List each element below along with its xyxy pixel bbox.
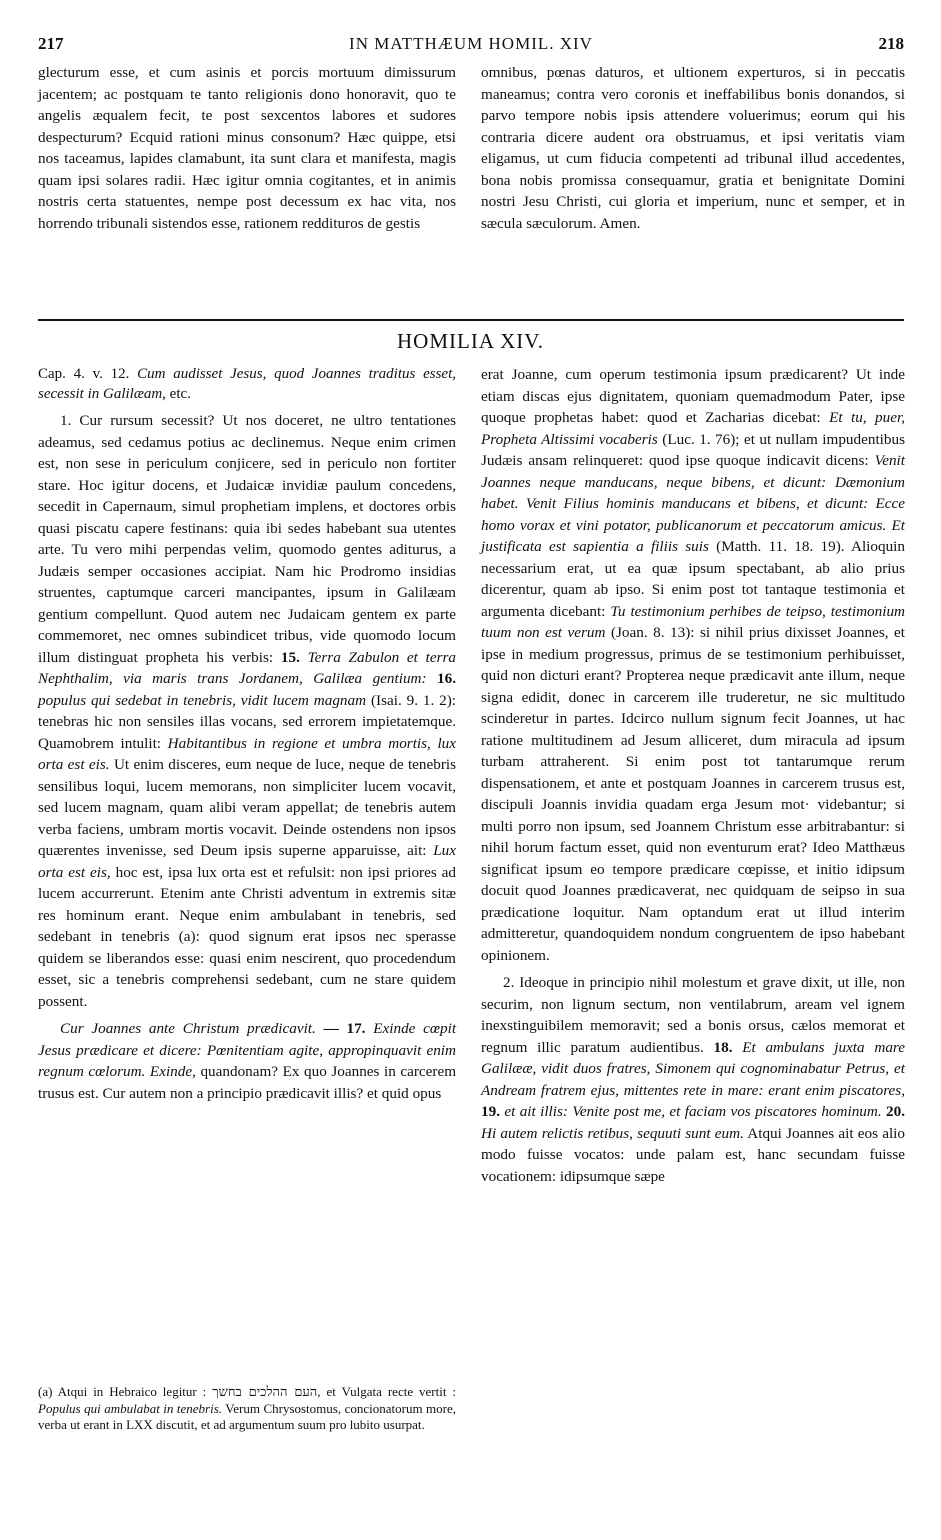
right-text-c: . Alioquin necessarium erat, ut ea quæ ipsum spectabant, ab alio prius dicerentur, quam ab ipso. Si enim post tot tantaque testimonia et argumenta dicebant:	[481, 538, 905, 620]
verse-20: 20.	[886, 1103, 906, 1120]
quote-matthew-20: Hi autem relictis retibus, sequuti sunt eum.	[481, 1124, 744, 1142]
running-header	[38, 34, 904, 56]
para2-number: 2.	[503, 974, 515, 991]
footnote-quote: Populus qui ambulabat in tenebris.	[38, 1401, 223, 1416]
running-title: IN MATTHÆUM HOMIL. XIV	[349, 34, 593, 53]
verse-15: 15.	[280, 648, 300, 666]
para1-text-b: : tenebras hic non sensiles illas vocans, sed errorem impietatemque. Quamobrem intulit:	[38, 691, 457, 752]
top-right-column	[481, 62, 905, 234]
footnote-ref: (a)	[178, 928, 196, 945]
cap-etc: , etc.	[162, 386, 191, 402]
quote-matthew-18: Et ambulans juxta mare Galilææ, vidit duos fratres, Simonem qui cognominabatur Petrus, et Andream fratrem ejus, mittentes rete in mare: erant enim piscatores,	[481, 1038, 905, 1099]
section-divider	[38, 319, 904, 321]
sub-text: , quandonam? Ex quo Joannes in carcerem trusus est. Cur autem non a principio prædicavit illis? et quid opus	[38, 1063, 457, 1102]
quote-matthew-19: et ait illis: Venite post me, et faciam vos piscatores hominum.	[504, 1103, 882, 1120]
quote-matthew-11: Venit Joannes neque manducans, neque bibens, et dicunt: Dæmonium habet. Venit Filius hominis manducans et bibens, et dicunt: Ecce homo vorax et vini potator, publicanorum et peccatorum amicus. Et justificata est sapientia a filiis suis	[481, 452, 905, 555]
verse-18: 18.	[713, 1038, 733, 1056]
para2-text-b: Atqui Joannes ait eos alio modo fuisse vocatos: unde palam est, hanc secundam fuisse vocationem: idipsumque sæpe	[481, 1124, 905, 1185]
quote-isaiah-1: Terra Zabulon et terra Nephthalim, via maris trans Jordanem, Galilæa gentium:	[38, 648, 457, 687]
paragraph-1	[38, 410, 456, 1012]
bottom-right-column	[481, 364, 905, 1187]
paragraph-sub	[38, 1018, 456, 1104]
verse-19: 19.	[481, 1103, 500, 1120]
bottom-left-column	[38, 364, 456, 1104]
footnote-text-c: Verum Chrysostomus, concionatorum more, verba ut erant in LXX discutit, et ad argumentum suum pro lubito usurpat.	[38, 1401, 457, 1432]
ref-isaiah: (Isai. 9. 1. 2)	[370, 691, 452, 709]
para1-text-e: : quod signum erat ipsos nec sperasse quidem se liberandos esse: quasi enim nescirent, quo procedendum esset, sic a tenebris comprehensi sedebant, cum ne stare quidem possent.	[38, 928, 456, 1010]
right-text-a: erat Joanne, cum operum testimonia ipsum prædicarent? Ut inde etiam discas ejus dignitatem, quoniam quemadmodum Pater, ipse quoque prophetas habet: quod et Zacharias dicebat:	[481, 366, 905, 426]
right-text-b: ; et ut nullam impudentibus Judæis ansam relinqueret: quod ipse quoque indicavit dicens:	[481, 430, 905, 469]
para1-text-a: Cur rursum secessit? Ut nos doceret, ne ultro tentationes adeamus, sed cedamus potius ac declinemus. Neque enim crimen est, non sese in periculum conjicere, sed in periculo non fortiter stare. Hoc igitur docens, et Judaicæ invidiæ paulum concedens, secedit in Capernaum, simul prophetiam implens, et doctores orbis quasi piscatu capere festinans: quia ibi sedes habebant sua utentes arte. Tu vero mihi perpendas velim, quomodo gentes aditurus, a Judæis semper occasiones accipiat. Nam hic Prodromo insidias struentes, captumque carceri mancipantes, ipsum in Galilæam gentium compellunt. Quod autem nec Judaicam gentem ex parte commemoret, nec omnes subindicet tribus, vide quomodo locum illum distinguat propheta his verbis:	[38, 412, 456, 666]
para1-text-d: , hoc est, ipsa lux orta est et refulsit: non ipsi priores ad lucem accurrerunt. Etenim ante Christi adventum in extremis sitæ res hominum erant. Neque enim ambulabant in tenebris, sed sedebant in tenebris	[38, 863, 456, 945]
verse-16: 16.	[437, 670, 456, 687]
cap-text: Cum audisset Jesus, quod Joannes traditus esset, secessit in Galilæam	[38, 366, 456, 402]
ref-matthew: (Matth. 11. 18. 19)	[716, 538, 841, 555]
quote-luke: Et tu, puer, Propheta Altissimi vocaberis	[481, 409, 905, 448]
right-text-d: : si nihil prius dixisset Joannes, et ipse in medium progressus, primus de se testimonium perhibuisset, quid non dicturi erant? Propterea neque prædicavit ante illum, neque signa edidit, donec in carcerem ille truderetur, ne sic multitudo scinderetur in partes. Idcirco nullum signum fecit Joannes, ut hac ratione multitudinem ad Jesum alliceret, dum miracula ad ipsum turbam attraherent. Si enim post tot tantarumque rerum dispensationem, et ante et postquam Joannes in carcerem trusus est, discipuli Joannis invidia quadam erga Jesum mot· videbantur; si multi porro non ipsum, sed Joannem Christum esse arbitrabantur: si nihil horum factum esset, quid non eventurum erat? Ideo Matthæus significat ipsum eo tempore prædicare cœpisse, et initio idipsum docuit quod Joannes prædicaverat, nec quidquam de seipso in sua prædicatione loquitur. Nam optandum erat ut illud interim admitteretur, quandoquidem nondum congruentem de ipso habebant opinionem.	[481, 624, 906, 964]
right-page-number: 218	[878, 34, 904, 53]
homily-title: HOMILIA XIV.	[397, 329, 544, 353]
left-page-number: 217	[38, 34, 64, 53]
top-left-text: glecturum esse, et cum asinis et porcis mortuum dimissurum jacentem; ac postquam te tanto religionis dono honoravit, quo te angelis æqualem fecit, te post sexcentos labores et sudores despecturum? Ecquid rationi minus consonum? Hæc quippe, etsi nos taceamus, lapides clamabunt, ita sunt clara et manifesta, magis quam ipsi solares radii. Hæc igitur omnia cogitantes, et in animis nostris certa statuentes, nempe post decessum ex hac vita, nos horrendo tribunali sistendos esse, rationem reddituros de gestis	[38, 64, 456, 232]
quote-exinde: Exinde	[149, 1063, 193, 1080]
quote-isaiah-3: Habitantibus in regione et umbra mortis, lux orta est eis.	[38, 734, 457, 773]
footnote-text-a: Atqui in Hebraico legitur :	[57, 1384, 207, 1399]
quote-john: Tu testimonium perhibes de teipso, testimonium tuum non est verum	[481, 602, 906, 641]
quote-lux: Lux orta est eis	[38, 842, 456, 881]
para1-number: 1.	[60, 412, 72, 429]
right-paragraph-1	[481, 364, 905, 966]
ref-john: (Joan. 8. 13)	[610, 624, 691, 641]
paragraph-2	[481, 972, 905, 1187]
footnote	[38, 1384, 456, 1433]
quote-isaiah-2: populus qui sedebat in tenebris, vidit lucem magnam	[38, 691, 367, 709]
sub-heading: Cur Joannes ante Christum prædicavit.	[60, 1020, 316, 1037]
footnote-hebrew: העם ההלכים בחשך	[212, 1385, 318, 1400]
chapter-reference	[38, 364, 456, 404]
verse-17: — 17.	[323, 1020, 366, 1037]
cap-label: Cap. 4. v. 12.	[38, 366, 130, 382]
footnote-text-b: , et Vulgata recte vertit :	[317, 1384, 456, 1399]
para1-text-c: Ut enim disceres, eum neque de luce, neque de tenebris sensilibus loqui, lucem memorans, non simpliciter lucem vocavit, sed lucem magnam, quam alibi veram appellat; de tenebris autem verba faciens, umbram mortis vocavit. Deinde ostendens non ipsos quærentes invenisse, sed Deum ipsis superne apparuisse, ait:	[38, 756, 457, 859]
ref-luke: (Luc. 1. 76)	[662, 430, 736, 448]
para2-text-a: Ideoque in principio nihil molestum et grave dixit, ut ille, non securim, non lignum sectum, non ventilabrum, aream vel ignem inexstinguibilem memoravit; sed a bonis orsus, cælos memorat et regnum illic paratum audientibus.	[481, 974, 906, 1056]
top-right-text: omnibus, pœnas daturos, et ultionem experturos, si in peccatis maneamus; contra vero coronis et ineffabilibus bonis donandos, si parvo tempore nobis ipsis attendere voluerimus; eorum qui his contraria dicere audent ora obstruamus, et ipsi veritatis viam eligamus, ut cum fiducia competenti ad tribunal illud accedentes, bona nobis promissa consequamur, gratia et benignitate Domini nostri Jesu Christi, cui gloria et imperium, nunc et semper, et in sæcula sæculorum. Amen.	[481, 64, 905, 232]
quote-matthew-17: Exinde cœpit Jesus prædicare et dicere: Pœnitentiam agite, appropinquavit enim regnum cœlorum.	[38, 1020, 457, 1080]
top-left-column	[38, 62, 456, 234]
footnote-label: (a)	[38, 1384, 53, 1399]
